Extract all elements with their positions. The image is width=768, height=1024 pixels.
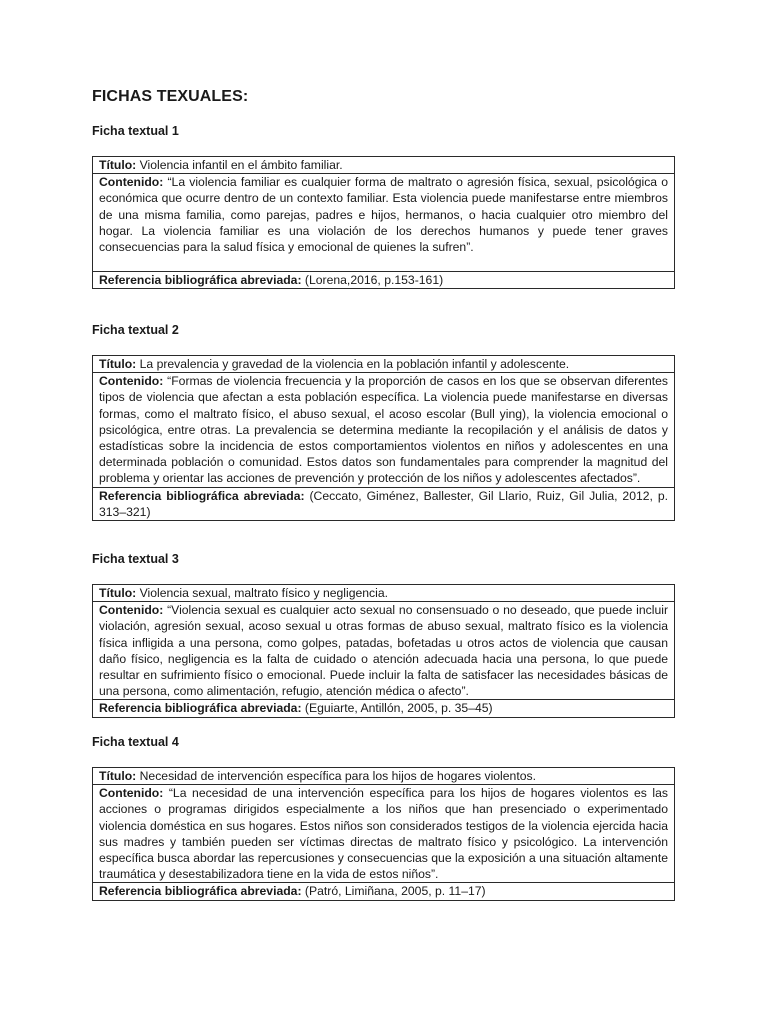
ficha-1-referencia-cell xyxy=(93,272,675,289)
ficha-4-contenido-cell xyxy=(93,785,675,883)
ficha-1-titulo-cell xyxy=(93,157,675,174)
referencia-label: Referencia bibliográfica abreviada: xyxy=(99,488,305,503)
ficha-table-4 xyxy=(92,767,675,901)
ficha-3-titulo: Violencia sexual, maltrato físico y negligencia. xyxy=(139,586,389,600)
contenido-label: Contenido: xyxy=(99,786,164,801)
ficha-3-referencia-cell xyxy=(93,700,675,717)
titulo-label: Título: xyxy=(99,158,137,172)
ficha-2-titulo-cell xyxy=(93,356,675,373)
ficha-4-referencia: (Patró, Limiñana, 2005, p. 11–17) xyxy=(304,884,486,899)
ficha-heading-2: Ficha textual 2 xyxy=(92,323,179,337)
ficha-1-titulo: Violencia infantil en el ámbito familiar. xyxy=(139,158,343,172)
ficha-4-contenido: “La necesidad de una intervención específica para los hijos de hogares violentos es las acciones o programas dirigidos especialmente a los niños que han presenciado o experimentado violencia doméstica en sus hogares. Estos niños son considerados testigos de la violencia ejercida hacia sus madres y también pueden ser víctimas directas de maltrato físico y psicológico. La intervención específica busca abordar las repercusiones y consecuencias que la exposición a una situación altamente traumática y desestabilizadora tiene en la vida de estos niños”. xyxy=(99,786,668,882)
ficha-3-contenido: “Violencia sexual es cualquier acto sexual no consensuado o no deseado, que puede incluir violación, agresión sexual, acoso sexual u otras formas de abuso sexual, maltrato físico es la violencia física infligida a una persona, como golpes, patadas, bofetadas u otros actos de violencia que causan daño físico, negligencia es la falta de cuidado o atención adecuada hacia una persona, lo que puede resultar en sufrimiento físico o emocional. Puede incluir la falta de satisfacer las necesidades básicas de una persona, como alimentación, refugio, atención médica o afecto”. xyxy=(99,603,669,699)
ficha-heading-4: Ficha textual 4 xyxy=(92,735,179,749)
contenido-label: Contenido: xyxy=(99,175,164,190)
document-title: FICHAS TEXUALES: xyxy=(92,88,249,105)
ficha-2-contenido: “Formas de violencia frecuencia y la proporción de casos en los que se observan diferentes tipos de violencia que afectan a esta población específica. La violencia puede manifestarse en diversas formas, como el maltrato físico, el abuso sexual, el acoso escolar (Bull ying), la violencia emocional o psicológica, entre otras. La prevalencia se determina mediante la recopilación y el análisis de datos y estadísticas sobre la incidencia de estos comportamientos violentos en niños y adolescentes en una determinada población o comunidad. Estos datos son fundamentales para comprender la magnitud del problema y orientar las acciones de prevención y protección de los niños y adolescentes afectados”. xyxy=(99,374,668,486)
ficha-1-contenido: “La violencia familiar es cualquier forma de maltrato o agresión física, sexual, psicológica o económica que ocurre dentro de un contexto familiar. Esta violencia puede manifestarse entre miembros de una misma familia, como parejas, padres e hijos, hermanos, o hacia cualquier otro miembro del hogar. La violencia familiar es una violación de los derechos humanos y puede tener graves consecuencias para la salud física y emocional de quienes la sufren”. xyxy=(99,175,668,255)
titulo-label: Título: xyxy=(99,769,137,783)
ficha-2-titulo: La prevalencia y gravedad de la violencia en la población infantil y adolescente. xyxy=(139,357,570,371)
referencia-label: Referencia bibliográfica abreviada: xyxy=(99,884,302,899)
ficha-3-referencia: (Eguiarte, Antillón, 2005, p. 35–45) xyxy=(304,701,493,716)
ficha-3-contenido-cell xyxy=(93,602,675,700)
referencia-label: Referencia bibliográfica abreviada: xyxy=(99,273,302,288)
ficha-table-2 xyxy=(92,355,675,521)
contenido-label: Contenido: xyxy=(99,603,164,618)
referencia-label: Referencia bibliográfica abreviada: xyxy=(99,701,302,716)
ficha-4-titulo-cell xyxy=(93,768,675,785)
ficha-heading-1: Ficha textual 1 xyxy=(92,124,179,138)
ficha-table-1 xyxy=(92,156,675,289)
ficha-3-titulo-cell xyxy=(93,585,675,602)
contenido-label: Contenido: xyxy=(99,374,164,389)
ficha-2-referencia-cell xyxy=(93,487,675,520)
titulo-label: Título: xyxy=(99,357,137,371)
titulo-label: Título: xyxy=(99,586,137,600)
ficha-4-titulo: Necesidad de intervención específica para los hijos de hogares violentos. xyxy=(139,769,536,783)
ficha-2-contenido-cell xyxy=(93,373,675,487)
ficha-heading-3: Ficha textual 3 xyxy=(92,552,179,566)
ficha-2-referencia: (Ceccato, Giménez, Ballester, Gil Llario, Ruiz, Gil Julia, 2012, p. 313–321) xyxy=(99,488,669,519)
ficha-1-referencia: (Lorena,2016, p.153-161) xyxy=(304,273,444,288)
ficha-4-referencia-cell xyxy=(93,883,675,900)
ficha-1-contenido-cell xyxy=(93,174,675,272)
ficha-table-3 xyxy=(92,584,675,718)
